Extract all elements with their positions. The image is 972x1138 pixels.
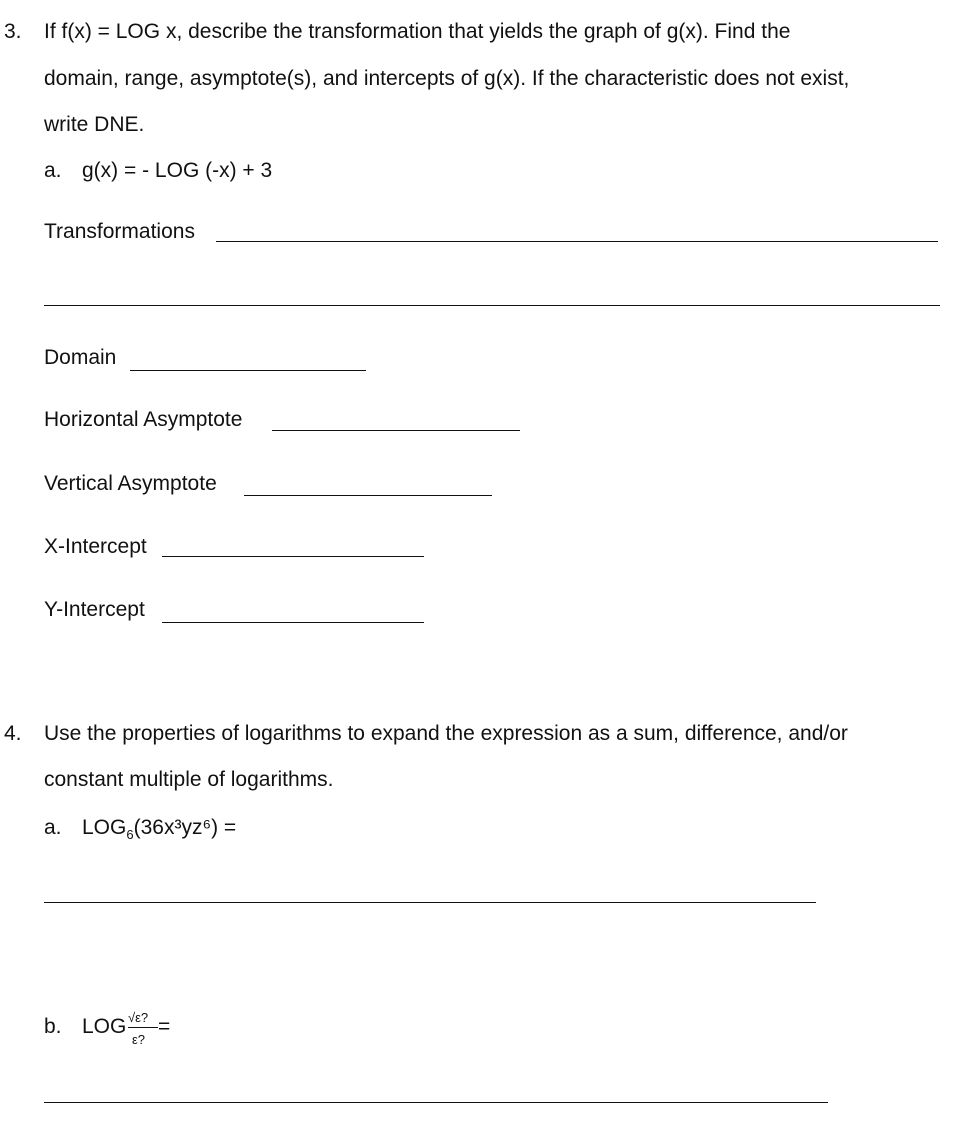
problem-3-text-line2: domain, range, asymptote(s), and intercepts of g(x). If the characteristic does not exist,	[44, 67, 850, 90]
problem-4b-equals: =	[158, 1015, 171, 1038]
problem-4a-log: LOG	[82, 816, 127, 839]
problem-3-number: 3.	[4, 20, 22, 43]
x-intercept-answer-line[interactable]	[162, 556, 424, 557]
problem-4a-label: a.	[44, 816, 62, 839]
problem-3a-label: a.	[44, 159, 62, 182]
problem-4-text-line1: Use the properties of logarithms to expand the expression as a sum, difference, and/or	[44, 722, 848, 745]
transformations-label: Transformations	[44, 220, 195, 243]
transformations-answer-line-2[interactable]	[44, 305, 940, 306]
problem-4b-answer-line[interactable]	[44, 1102, 828, 1103]
problem-4b-numerator: √ε?	[128, 1010, 149, 1025]
problem-3-text-line1: If f(x) = LOG x, describe the transformation that yields the graph of g(x). Find the	[44, 20, 791, 43]
problem-4-text-line2: constant multiple of logarithms.	[44, 768, 334, 791]
transformations-answer-line-1[interactable]	[216, 241, 938, 242]
domain-label: Domain	[44, 346, 117, 369]
problem-4a-answer-line[interactable]	[44, 902, 816, 903]
domain-answer-line[interactable]	[130, 370, 366, 371]
problem-4a-expression	[82, 816, 236, 840]
problem-4b-log: LOG	[82, 1015, 127, 1038]
y-intercept-answer-line[interactable]	[162, 622, 424, 623]
problem-4b-fraction-bar	[128, 1027, 158, 1028]
problem-3-text-line3: write DNE.	[44, 113, 145, 136]
y-intercept-label: Y-Intercept	[44, 598, 145, 621]
horizontal-asymptote-answer-line[interactable]	[272, 430, 520, 431]
problem-4a-base: 6	[126, 827, 134, 842]
problem-4-number: 4.	[4, 722, 22, 745]
vertical-asymptote-answer-line[interactable]	[244, 495, 492, 496]
problem-4a-argument: (36x³yz⁶) =	[133, 816, 237, 839]
problem-4b-label: b.	[44, 1015, 62, 1038]
vertical-asymptote-label: Vertical Asymptote	[44, 472, 217, 495]
x-intercept-label: X-Intercept	[44, 535, 147, 558]
horizontal-asymptote-label: Horizontal Asymptote	[44, 408, 243, 431]
problem-4b-denominator: ε?	[132, 1032, 146, 1047]
problem-3a-expression: g(x) = - LOG (-x) + 3	[82, 159, 273, 182]
